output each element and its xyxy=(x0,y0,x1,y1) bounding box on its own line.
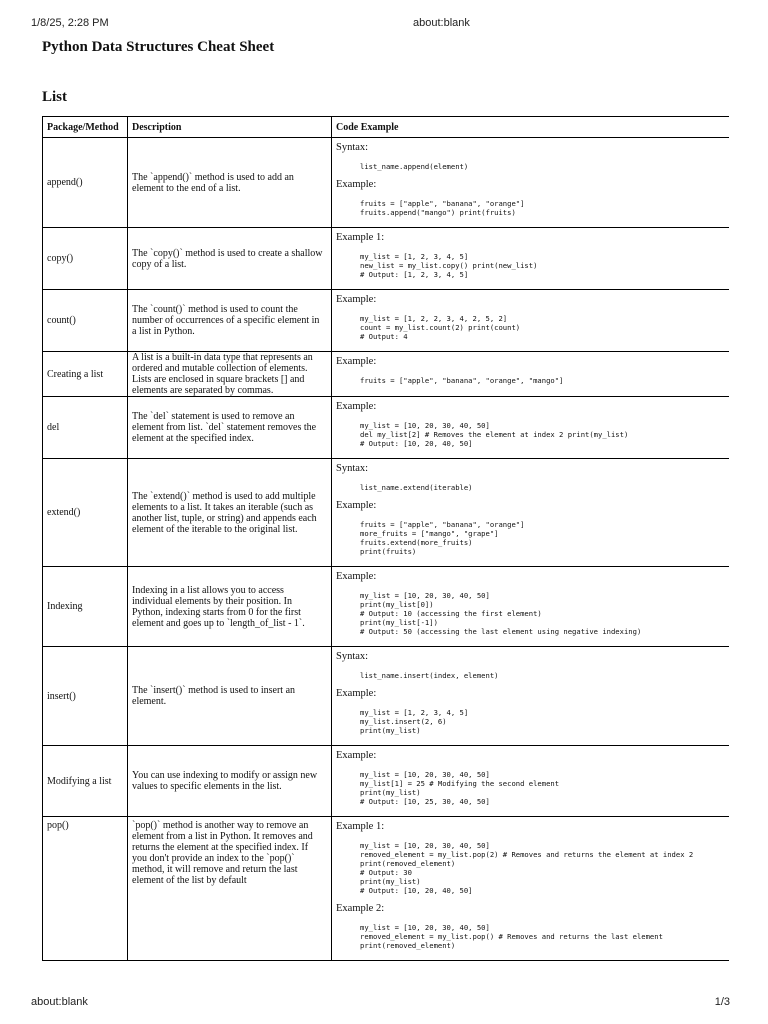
code-snippet: my_list = [10, 20, 30, 40, 50] removed_element = my_list.pop(2) # Removes and returns the element at index 2 print(removed_element) # Output: 30 print(my_list) # Output: [10, 20, 40, 50] xyxy=(360,841,694,895)
method-name: Creating a list xyxy=(43,352,128,397)
code-snippet: my_list = [1, 2, 2, 3, 4, 2, 5, 2] count = my_list.count(2) print(count) # Output: 4 xyxy=(360,314,521,341)
code-block-label: Syntax: xyxy=(336,142,369,153)
code-block-label: Example 2: xyxy=(336,903,385,914)
method-name: count() xyxy=(43,290,128,352)
print-footer xyxy=(0,992,768,1024)
table-row xyxy=(43,567,730,647)
code-block-label: Example: xyxy=(336,179,377,190)
method-description: The `insert()` method is used to insert an element. xyxy=(128,647,332,746)
method-description: The `del` statement is used to remove an element from list. `del` statement removes the element at the specified index. xyxy=(128,397,332,459)
code-snippet: fruits = ["apple", "banana", "orange", "mango"] xyxy=(360,376,564,385)
code-example-cell xyxy=(332,290,730,352)
print-header xyxy=(0,0,768,32)
table-body xyxy=(43,138,730,961)
method-description: Indexing in a list allows you to access individual elements by their position. In Python, indexing starts from 0 for the first element and goes up to `length_of_list - 1`. xyxy=(128,567,332,647)
method-description: The `append()` method is used to add an element to the end of a list. xyxy=(128,138,332,228)
list-methods-table-container xyxy=(42,116,729,992)
code-snippet: list_name.extend(iterable) xyxy=(360,483,473,492)
table-row xyxy=(43,290,730,352)
code-snippet: fruits = ["apple", "banana", "orange"] fruits.append("mango") print(fruits) xyxy=(360,199,525,217)
print-date: 1/8/25, 2:28 PM xyxy=(31,17,109,29)
method-name: extend() xyxy=(43,459,128,567)
page-number: 1/3 xyxy=(714,996,730,1008)
code-snippet: my_list = [10, 20, 30, 40, 50] my_list[1] = 25 # Modifying the second element print(my_list) # Output: [10, 25, 30, 40, 50] xyxy=(360,770,560,806)
code-block-label: Example: xyxy=(336,571,377,582)
code-snippet: list_name.insert(index, element) xyxy=(360,671,499,680)
section-title: List xyxy=(42,89,68,105)
method-name: pop() xyxy=(43,817,128,961)
table-row xyxy=(43,647,730,746)
method-description: A list is a built-in data type that represents an ordered and mutable collection of elements. Lists are enclosed in square brackets [] and elements are separated by commas. xyxy=(128,352,332,397)
method-description: The `extend()` method is used to add multiple elements to a list. It takes an iterable (such as another list, tuple, or string) and appends each element of the iterable to the original list. xyxy=(128,459,332,567)
method-name: insert() xyxy=(43,647,128,746)
list-methods-table xyxy=(42,116,729,961)
method-description: `pop()` method is another way to remove an element from a list in Python. It removes and returns the element at the specified index. If you don't provide an index to the `pop()` method, it will remove and return the last element of the list by default xyxy=(128,817,332,961)
code-example-cell xyxy=(332,138,730,228)
print-url: about:blank xyxy=(413,17,470,29)
footer-url: about:blank xyxy=(31,996,88,1008)
method-name: append() xyxy=(43,138,128,228)
method-name: del xyxy=(43,397,128,459)
header-description: Description xyxy=(128,117,332,138)
code-block-label: Example: xyxy=(336,356,377,367)
method-name: Indexing xyxy=(43,567,128,647)
method-name: Modifying a list xyxy=(43,746,128,817)
code-block-label: Example 1: xyxy=(336,821,385,832)
code-block-label: Example: xyxy=(336,500,377,511)
code-snippet: list_name.append(element) xyxy=(360,162,469,171)
header-method: Package/Method xyxy=(43,117,128,138)
method-name: copy() xyxy=(43,228,128,290)
code-example-cell xyxy=(332,397,730,459)
code-snippet: my_list = [10, 20, 30, 40, 50] del my_list[2] # Removes the element at index 2 print(my_list) # Output: [10, 20, 40, 50] xyxy=(360,421,629,448)
header-code-example: Code Example xyxy=(332,117,730,138)
table-row xyxy=(43,138,730,228)
code-block-label: Syntax: xyxy=(336,651,369,662)
code-example-cell xyxy=(332,647,730,746)
table-header-row xyxy=(43,117,730,138)
code-snippet: my_list = [1, 2, 3, 4, 5] my_list.insert(2, 6) print(my_list) xyxy=(360,708,469,735)
table-row xyxy=(43,352,730,397)
code-example-cell xyxy=(332,352,730,397)
code-example-cell xyxy=(332,228,730,290)
method-description: You can use indexing to modify or assign new values to specific elements in the list. xyxy=(128,746,332,817)
code-snippet: fruits = ["apple", "banana", "orange"] more_fruits = ["mango", "grape"] fruits.extend(more_fruits) print(fruits) xyxy=(360,520,525,556)
code-snippet: my_list = [10, 20, 30, 40, 50] print(my_list[0]) # Output: 10 (accessing the first element) print(my_list[-1]) # Output: 50 (accessing the last element using negative indexing) xyxy=(360,591,642,636)
code-block-label: Example: xyxy=(336,688,377,699)
table-row xyxy=(43,228,730,290)
table-row xyxy=(43,397,730,459)
code-example-cell xyxy=(332,817,730,961)
document-title: Python Data Structures Cheat Sheet xyxy=(42,39,275,55)
code-block-label: Example: xyxy=(336,294,377,305)
code-example-cell xyxy=(332,459,730,567)
code-block-label: Syntax: xyxy=(336,463,369,474)
code-block-label: Example: xyxy=(336,750,377,761)
code-example-cell xyxy=(332,746,730,817)
table-row xyxy=(43,746,730,817)
table-row xyxy=(43,459,730,567)
code-snippet: my_list = [10, 20, 30, 40, 50] removed_element = my_list.pop() # Removes and returns the last element print(removed_element) xyxy=(360,923,663,950)
table-row xyxy=(43,817,730,961)
method-description: The `copy()` method is used to create a shallow copy of a list. xyxy=(128,228,332,290)
method-description: The `count()` method is used to count the number of occurrences of a specific element in a list in Python. xyxy=(128,290,332,352)
code-block-label: Example 1: xyxy=(336,232,385,243)
code-block-label: Example: xyxy=(336,401,377,412)
code-snippet: my_list = [1, 2, 3, 4, 5] new_list = my_list.copy() print(new_list) # Output: [1, 2, 3, 4, 5] xyxy=(360,252,538,279)
code-example-cell xyxy=(332,567,730,647)
